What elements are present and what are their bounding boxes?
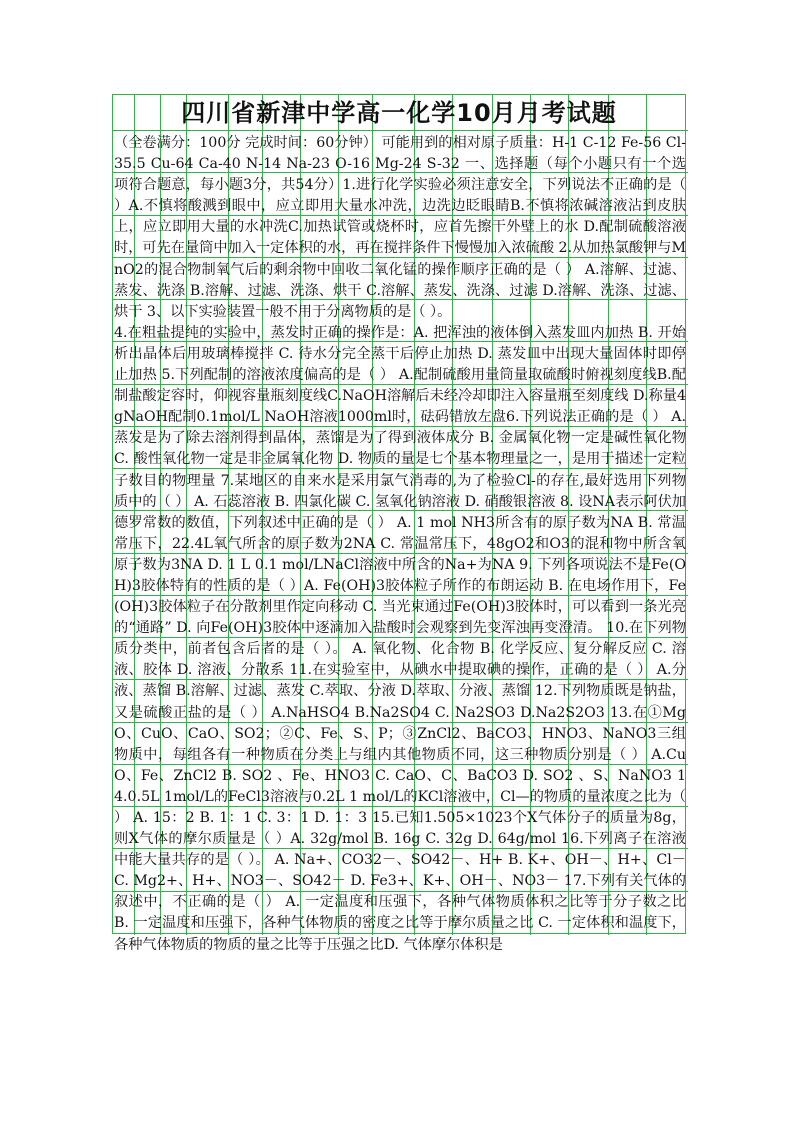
- paragraph: 4.在粗盐提纯的实验中，蒸发时正确的操作是：A. 把浑浊的液体倒入蒸发皿内加热 B. 开始析出晶体后用玻璃棒搅拌 C. 待水分完全蒸干后停止加热 D. 蒸发皿中出现大量固体时即停止加热 5.下列配制的溶液浓度偏高的是（ ） A.配制硫酸用量筒量取硫酸时俯视刻度线B.配制盐酸定容时，仰视容量瓶刻度线C.NaOH溶解后未经冷却即注入容量瓶至刻度线 D.称量4gNaOH配制0.1mol/L NaOH溶液1000ml时，砝码错放左盘6.下列说法正确的是（ ） A. 蒸发是为了除去溶剂得到晶体，蒸馏是为了得到液体成分 B. 金属氧化物一定是碱性氧化物 C. 酸性氧化物一定是非金属氧化物 D. 物质的量是七个基本物理量之一，是用于描述一定粒子数目的物理量 7.某地区的自来水是采用氯气消毒的,为了检验Cl-的存在,最好选用下列物质中的（ ） A. 石蕊溶液 B. 四氯化碳 C. 氢氧化钠溶液 D. 硝酸银溶液 8. 设NA表示阿伏加德罗常数的数值，下列叙述中正确的是（ ） A. 1 mol NH3所含有的原子数为NA B. 常温常压下，22.4L氧气所含的原子数为2NA C. 常温常压下，48gO2和O3的混和物中所含氧原子数为3NA D. 1 L 0.1 mol/LNaCl溶液中所含的Na+为NA 9. 下列各项说法不是Fe(OH)3胶体特有的性质的是（ ）A. Fe(OH)3胶体粒子所作的布朗运动 B. 在电场作用下，Fe(OH)3胶体粒子在分散剂里作定向移动 C. 当光束通过Fe(OH)3胶体时，可以看到一条光亮的“通路” D. 向Fe(OH)3胶体中逐滴加入盐酸时会观察到先变浑浊再变澄清。 10.在下列物质分类中，前者包含后者的是（ ）。 A. 氧化物、化合物 B. 化学反应、复分解反应 C. 溶液、胶体 D. 溶液、分散系 11.在实验室中，从碘水中提取碘的操作，正确的是（ ） A.分液、蒸馏 B.溶解、过滤、蒸发 C.萃取、分液 D.萃取、分液、蒸馏 12.下列物质既是钠盐，又是硫酸正盐的是（ ） A.NaHSO4 B.Na2SO4 C. Na2SO3 D.Na2S2O3 13.在①MgO、CuO、CaO、SO2；②C、Fe、S、P；③ZnCl2、BaCO3、HNO3、NaNO3三组物质中，每组各有一种物质在分类上与组内其他物质不同，这三种物质分别是（ ） A.CuO、Fe、ZnCl2 B. SO2 、Fe、HNO3 C. CaO、C、BaCO3 D. SO2 、S、NaNO3 14.0.5L 1mol/L的FeCl3溶液与0.2L 1 mol/L的KCl溶液中，Cl—的物质的量浓度之比为（ ） A. 15：2 B. 1：1 C. 3：1 D. 1：3 15.已知1.505×1023个X气体分子的质量为8g，则X气体的摩尔质量是（ ）A. 32g/mol B. 16g C. 32g D. 64g/mol 16.下列离子在溶液中能大量共存的是（ ）。 A. Na+、CO32－、SO42－、H+ B. K+、OH－、H+、Cl－ C. Mg2+、H+、NO3－、SO42－ D. Fe3+、K+、OH－、NO3－ 17.下列有关气体的叙述中，不正确的是（ ） A. 一定温度和压强下，各种气体物质体积之比等于分子数之比 B. 一定温度和压强下，各种气体物质的密度之比等于摩尔质量之比 C. 一定体积和温度下，各种气体物质的物质的量之比等于压强之比D. 气体摩尔体积是: [114, 324, 686, 953]
- document-body: [114, 133, 686, 956]
- paragraph: （全卷满分：100分 完成时间：60分钟） 可能用到的相对原子质量：H-1 C-12 Fe-56 Cl-35.5 Cu-64 Ca-40 N-14 Na-23 O-16 Mg-24 S-32 一、选择题（每个小题只有一个选项符合题意，每小题3分，共54分）1.进行化学实验必须注意安全，下列说法不正确的是（ ）A.不慎将酸溅到眼中，应立即用大量水冲洗，边洗边眨眼睛B.不慎将浓碱溶液沾到皮肤上，应立即用大量的水冲洗C.加热试管或烧杯时，应首先擦干外壁上的水 D.配制硫酸溶液时，可先在量筒中加入一定体积的水，再在搅拌条件下慢慢加入浓硫酸 2.从加热氯酸钾与MnO2的混合物制氧气后的剩余物中回收二氧化锰的操作顺序正确的是（ ） A.溶解、过滤、蒸发、洗涤 B.溶解、过滤、洗涤、烘干 C.溶解、蒸发、洗涤、过滤 D.溶解、洗涤、过滤、烘干 3、以下实验装置一般不用于分离物质的是（ ）。: [114, 135, 686, 320]
- document-title: 四川省新津中学高一化学10月月考试题: [181, 99, 617, 127]
- grid-line: [112, 130, 688, 131]
